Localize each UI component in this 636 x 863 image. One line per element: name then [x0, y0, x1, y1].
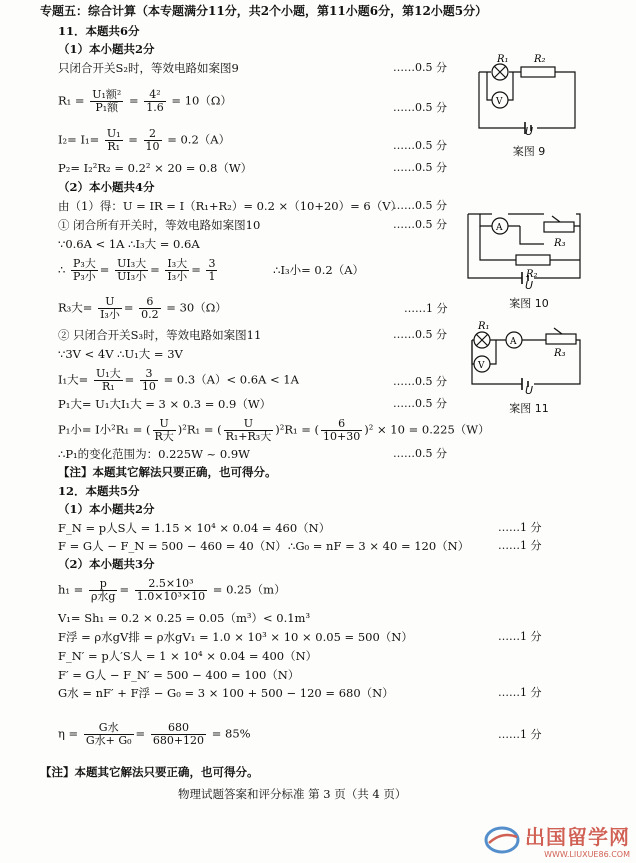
q11-line4: ∵0.6A < 1A ∴I₃大 = 0.6A: [58, 237, 200, 251]
score: ……0.5 分: [393, 61, 447, 74]
circuit-diagram-10: [462, 198, 590, 290]
label-r2: R₂: [534, 54, 546, 65]
score: ……1 分: [404, 302, 448, 315]
score: ……0.5 分: [393, 218, 447, 231]
q12-f1: F浮 = ρ水gV排 = ρ水gV₁ = 1.0 × 10³ × 10 × 0.05 = 500（N）: [58, 630, 413, 644]
globe-icon: [483, 825, 521, 855]
caption-u: U: [524, 125, 534, 138]
label-a: A: [496, 223, 503, 233]
q11-line3: ① 闭合所有开关时，等效电路如案图10: [58, 218, 261, 232]
label-r3: R₃: [554, 348, 566, 359]
q12-f2: F_N′ = p人′S人 = 1 × 10⁴ × 0.04 = 400（N）: [58, 649, 318, 663]
caption-fig9: 案图 9: [512, 145, 546, 158]
q11-p2-eq: P₂= I₂²R₂ = 0.2² × 20 = 0.8（W）: [58, 161, 253, 175]
score: ……1 分: [498, 539, 542, 552]
q12-f3: F′ = G人 − F_N′ = 500 − 400 = 100（N）: [58, 668, 300, 682]
q11-line2: 由（1）得：U = IR = I（R₁+R₂）= 0.2 ×（10+20）= 6（V）: [58, 199, 403, 213]
q12-part1: （1）本小题共2分: [58, 502, 155, 516]
score: ……0.5 分: [393, 139, 447, 152]
q12-a2b: ∴G₀ = nF = 3 × 40 = 120（N）: [288, 539, 470, 553]
q11-note: 【注】本题其它解法只要正确，也可得分。: [58, 465, 277, 479]
q11-i1-eq: I₁大= $\frac{\text{U₁大}}{\text{R₁}}$ = $\frac{3}{10}$ = 0.3（A）< 0.6A < 1A: [58, 367, 299, 393]
label-r2: R₂: [526, 269, 538, 280]
score: ……1 分: [498, 686, 542, 699]
watermark-logo: [483, 821, 630, 859]
score: ……0.5 分: [393, 199, 447, 212]
q11-r1-eq: R₁ = $\frac{\text{U₁额²}}{\text{P₁额}}$ = $\frac{\text{4²}}{1.6}$ = 10（Ω）: [58, 88, 232, 114]
score: ……1 分: [498, 728, 542, 741]
watermark-url: WWW.LIUXUE86.COM: [544, 850, 630, 859]
q11-title: 11．本题共6分: [58, 24, 140, 38]
q12-g1: G水 = nF′ + F浮 − G₀ = 3 × 100 + 500 − 120 = 680（N）: [58, 686, 394, 700]
label-r1: R₁: [497, 54, 509, 65]
q11-line12: ∴P₁的变化范围为：0.225W ~ 0.9W: [58, 447, 250, 461]
q12-v1: V₁= Sh₁ = 0.2 × 0.25 = 0.05（m³）< 0.1m³: [58, 611, 311, 625]
q11-part1: （1）本小题共2分: [58, 42, 155, 56]
caption-fig10: 案图 10: [509, 297, 549, 310]
q11-ratio-eq: ∴ $\frac{\text{P₃大}}{\text{P₃小}}$ = $\frac{\text{UI₃大}}{\text{UI₃小}}$ = $\frac{\text{I₃大}}{\text{I₃小}}$ = $\frac{3}{1}$ ∴I₃小= 0.2（A）: [58, 257, 364, 283]
q12-a2: F = G人 − F_N = 500 − 460 = 40（N）: [58, 539, 287, 553]
score: ……0.5 分: [393, 397, 447, 410]
label-r3: R₃: [554, 238, 566, 249]
caption-u: U: [524, 384, 534, 397]
q11-line8: ∵3V < 4V ∴U₁大 = 3V: [58, 347, 183, 361]
caption-u: U: [524, 279, 534, 292]
q11-p1min-eq: P₁小= I小²R₁ = ( $\frac{U}{\text{R大}}$ )²R₁ = ( $\frac{U}{\text{R₁+R₃大}}$ )²R₁ = ( $\frac{6}{10+30}$ )² × 10 = 0.225（W）: [58, 417, 490, 443]
q12-eta-eq: η = $\frac{\text{G水}}{\text{G水+ G₀}}$ = $\frac{680}{680+120}$ = 85%: [58, 721, 251, 747]
q12-a1: F_N = p人S人 = 1.15 × 10⁴ × 0.04 = 460（N）: [58, 521, 331, 535]
q12-h1-eq: h₁ = $\frac{p}{\text{ρ水g}}$ = $\frac{\text{2.5×10³}}{\text{1.0×10³×10}}$ = 0.25（m）: [58, 577, 286, 603]
q11-i2-eq: I₂= I₁= $\frac{\text{U₁}}{\text{R₁}}$ = $\frac{2}{10}$ = 0.2（A）: [58, 127, 231, 153]
q12-part2: （2）本小题共3分: [58, 557, 155, 571]
q12-title: 12．本题共5分: [58, 484, 140, 498]
q12-note: 【注】本题其它解法只要正确，也可得分。: [40, 765, 259, 779]
score: ……0.5 分: [393, 447, 447, 460]
q11-r3-eq: R₃大= $\frac{U}{\text{I₃小}}$ = $\frac{6}{0.2}$ = 30（Ω）: [58, 295, 227, 321]
section-header: 专题五：综合计算（本专题满分11分，共2个小题，第11小题6分，第12小题5分）: [40, 4, 488, 18]
score: ……0.5 分: [393, 101, 447, 114]
label-v: V: [478, 361, 485, 371]
label-v: V: [496, 97, 503, 107]
score: ……1 分: [498, 521, 542, 534]
page-footer: 物理试题答案和评分标准 第 3 页（共 4 页）: [178, 787, 407, 801]
score: ……0.5 分: [393, 328, 447, 341]
label-a: A: [510, 337, 517, 347]
caption-fig11: 案图 11: [509, 402, 549, 415]
score: ……0.5 分: [393, 161, 447, 174]
label-r1: R₁: [478, 321, 490, 332]
q11-line7: ② 只闭合开关S₃时，等效电路如案图11: [58, 328, 262, 342]
score: ……1 分: [498, 630, 542, 643]
q11-line1: 只闭合开关S₂时，等效电路如案图9: [58, 61, 239, 75]
score: ……0.5 分: [393, 375, 447, 388]
q11-line10: P₁大= U₁大I₁大 = 3 × 0.3 = 0.9（W）: [58, 397, 272, 411]
q11-part2: （2）本小题共4分: [58, 180, 155, 194]
watermark-name: 出国留学网: [525, 825, 630, 849]
